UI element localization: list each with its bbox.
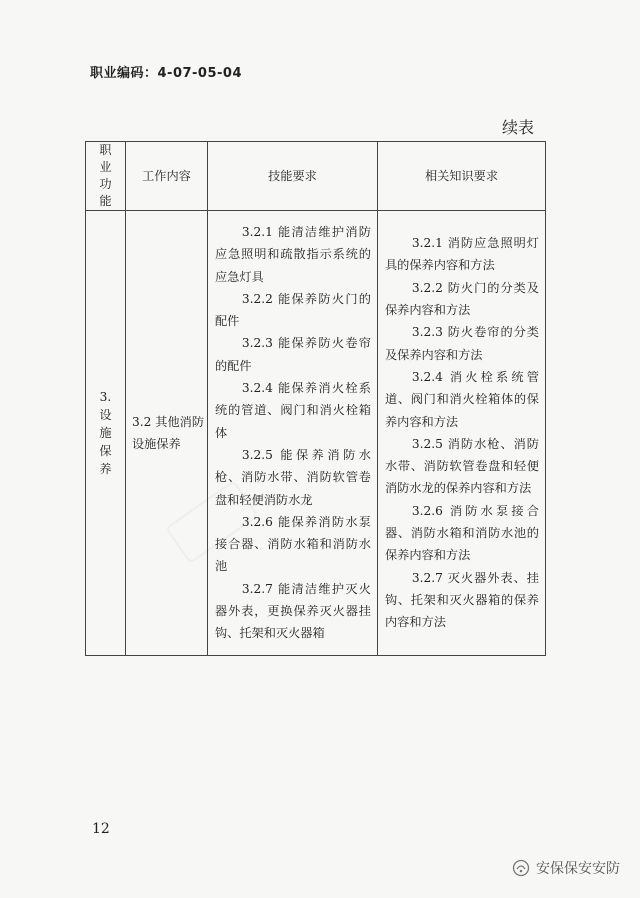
knowledge-item: 3.2.5 消防水枪、消防水带、消防软管卷盘和轻便消防水龙的保养内容和方法: [385, 436, 539, 496]
skill-item: 3.2.2 能保养防火门的配件: [215, 291, 371, 329]
header-knowledge: 相关知识要求: [378, 142, 546, 211]
account-watermark: [512, 858, 620, 878]
knowledge-item: 3.2.4 消火栓系统管道、阀门和消火栓箱体的保养内容和方法: [385, 369, 539, 429]
header-function-label: 职业功能: [99, 143, 112, 208]
skill-item: 3.2.4 能保养消火栓系统的管道、阀门和消火栓箱体: [215, 381, 371, 440]
wechat-icon: [512, 859, 530, 877]
knowledge-item: 3.2.1 消防应急照明灯具的保养内容和方法: [385, 236, 539, 273]
work-content-cell: 3.2 其他消防设施保养: [126, 211, 208, 656]
page-number: 12: [92, 821, 110, 837]
requirements-table: [85, 141, 546, 656]
skill-item: 3.2.1 能清洁维护消防应急照明和疏散指示系统的应急灯具: [215, 225, 371, 284]
continued-label: 续表: [501, 118, 534, 137]
header-function: [86, 142, 126, 211]
skills-cell: [208, 211, 378, 656]
function-cell: 3. 设施保养: [86, 211, 126, 656]
knowledge-item: 3.2.2 防火门的分类及保养内容和方法: [385, 280, 539, 318]
knowledge-item: 3.2.7 灭火器外表、挂钩、托架和灭火器箱的保养内容和方法: [385, 570, 539, 630]
watermark-text: 安保保安安防: [536, 861, 620, 877]
skill-item: 3.2.3 能保养防火卷帘的配件: [215, 336, 371, 373]
knowledge-item: 3.2.3 防火卷帘的分类及保养内容和方法: [385, 325, 539, 362]
skill-item: 3.2.5 能保养消防水枪、消防水带、消防软管卷盘和轻便消防水龙: [215, 447, 371, 507]
table-row: [86, 211, 546, 656]
skill-item: 3.2.6 能保养消防水泵接合器、消防水箱和消防水池: [215, 514, 371, 574]
occupation-code: 职业编码：4-07-05-04: [90, 66, 243, 81]
skill-item: 3.2.7 能清洁维护灭火器外表，更换保养灭火器挂钩、托架和灭火器箱: [215, 581, 371, 641]
knowledge-cell: [378, 211, 546, 656]
knowledge-item: 3.2.6 消防水泵接合器、消防水箱和消防水池的保养内容和方法: [385, 503, 539, 563]
header-skills: 技能要求: [208, 142, 378, 211]
header-work: 工作内容: [126, 142, 208, 211]
table-header-row: [86, 142, 546, 211]
